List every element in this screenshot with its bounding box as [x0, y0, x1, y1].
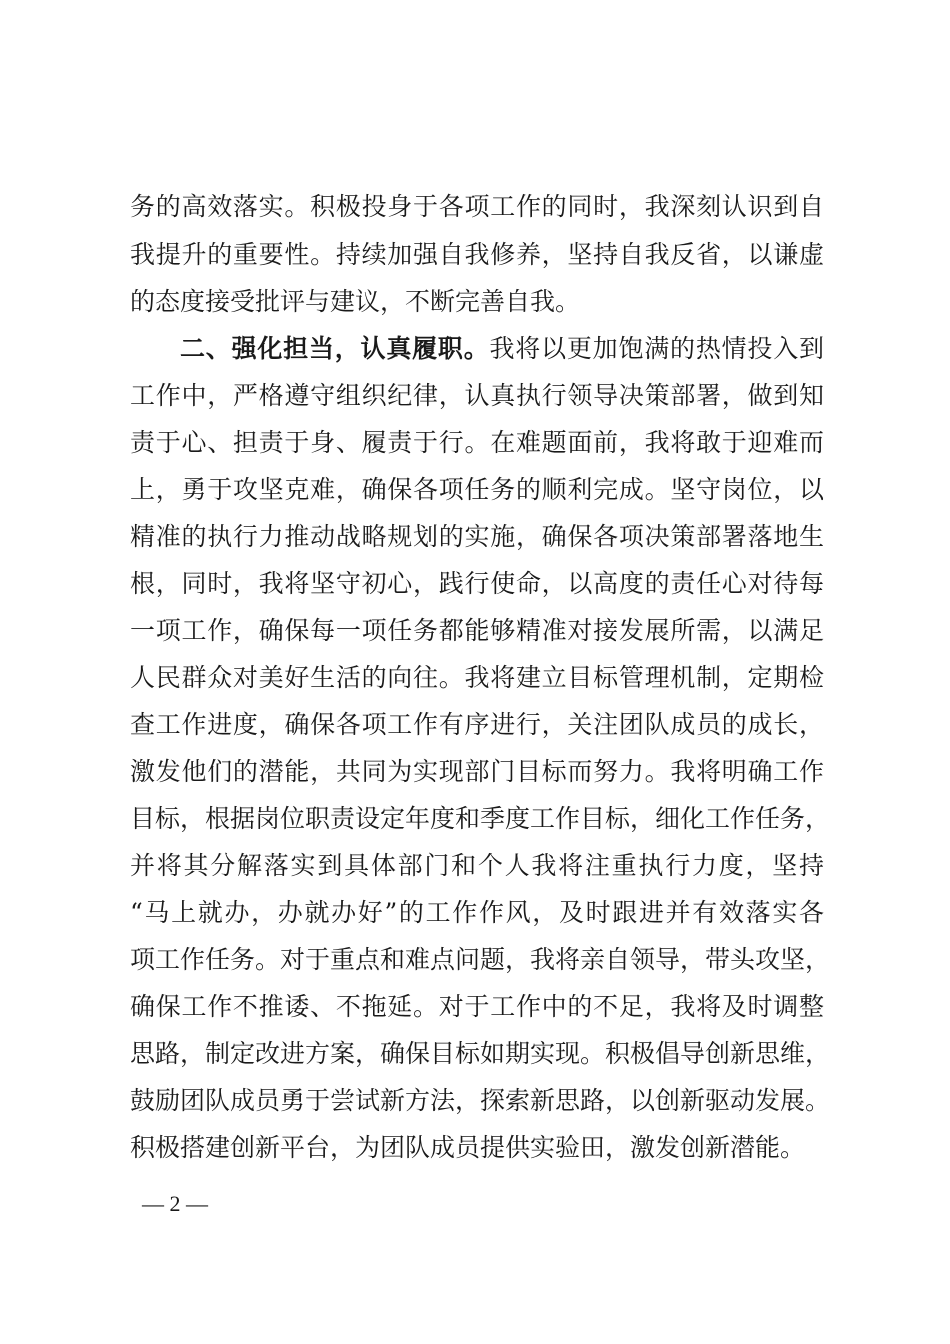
- paragraph-2-line-12: 并将其分解落实到具体部门和个人我将注重执行力度，坚持: [130, 851, 824, 880]
- paragraph-2-line-4: 上，勇于攻坚克难，确保各项任务的顺利完成。坚守岗位，以: [130, 475, 824, 504]
- paragraph-2-line-11: 目标，根据岗位职责设定年度和季度工作目标，细化工作任务，: [130, 804, 831, 833]
- paragraph-2-line-10: 激发他们的潜能，共同为实现部门目标而努力。我将明确工作: [130, 757, 824, 786]
- paragraph-2-line-1: [180, 329, 824, 369]
- paragraph-2-line-1-text: 我将以更加饱满的热情投入到: [489, 334, 824, 363]
- paragraph-2-line-17: 鼓励团队成员勇于尝试新方法，探索新思路，以创新驱动发展。: [130, 1086, 831, 1115]
- paragraph-1-line-3: 的态度接受批评与建议，不断完善自我。: [130, 287, 581, 316]
- paragraph-2-line-9: 查工作进度，确保各项工作有序进行，关注团队成员的成长，: [130, 710, 824, 739]
- paragraph-2-line-3: 责于心、担责于身、履责于行。在难题面前，我将敢于迎难而: [130, 428, 824, 457]
- paragraph-1-line-1: 务的高效落实。积极投身于各项工作的同时，我深刻认识到自: [130, 192, 824, 221]
- paragraph-2-line-8: 人民群众对美好生活的向往。我将建立目标管理机制，定期检: [130, 663, 824, 692]
- paragraph-2-line-6: 根，同时，我将坚守初心，践行使命，以高度的责任心对待每: [130, 569, 824, 598]
- paragraph-2-line-14: 项工作任务。对于重点和难点问题，我将亲自领导，带头攻坚，: [130, 945, 831, 974]
- paragraph-2-line-5: 精准的执行力推动战略规划的实施，确保各项决策部署落地生: [130, 522, 824, 551]
- paragraph-1-line-2: 我提升的重要性。持续加强自我修养，坚持自我反省，以谦虚: [130, 240, 824, 269]
- paragraph-2-line-16: 思路，制定改进方案，确保目标如期实现。积极倡导创新思维，: [130, 1039, 831, 1068]
- page-number: — 2 —: [142, 1191, 208, 1216]
- paragraph-2-line-18: 积极搭建创新平台，为团队成员提供实验田，激发创新潜能。: [130, 1133, 806, 1162]
- section-heading: 二、强化担当，认真履职。: [180, 334, 490, 363]
- paragraph-2-line-7: 一项工作，确保每一项任务都能够精准对接发展所需，以满足: [130, 616, 824, 645]
- paragraph-2-line-2: 工作中，严格遵守组织纪律，认真执行领导决策部署，做到知: [130, 381, 824, 410]
- paragraph-2-line-13: “马上就办，办就办好”的工作作风，及时跟进并有效落实各: [130, 898, 824, 927]
- paragraph-2-line-15: 确保工作不推诿、不拖延。对于工作中的不足，我将及时调整: [130, 992, 824, 1021]
